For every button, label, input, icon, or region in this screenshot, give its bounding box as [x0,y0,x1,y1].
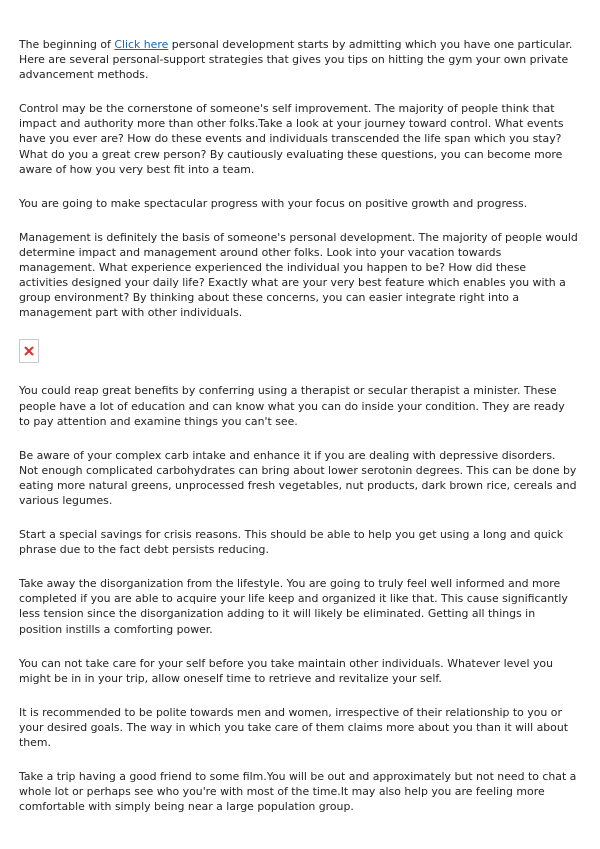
paragraph-savings: Start a special savings for crisis reasons. This should be able to help you get using a long and quick phrase due to the fact debt persists reducing. [19,528,564,557]
paragraph-therapist: You could reap great benefits by conferring using a therapist or secular therapist a minister. These people have a lot of education and can know what you can do inside your condition. They are ready to pay attention and examine things you can't see. [19,384,565,428]
paragraph-film: Take a trip having a good friend to some film.You will be out and approximately but not need to chat a whole lot or perhaps see who you're with most of the time.It may also help you are feeling more comfortable with simply being near a large population group. [19,770,577,814]
paragraph-management: Management is definitely the basis of someone's personal development. The majority of people would determine impact and management around other folks. Look into your vacation towards management. What experience experienced the individual you happen to be? How did these activities designed your daily life? Exactly what are your very best feature which enables you with a group environment? By thinking about these concerns, you can easier integrate right into a management part with other individuals. [19,230,578,320]
paragraph-polite: It is recommended to be polite towards men and women, irrespective of their relationship to you or your desired goals. The way in which you take care of them claims more about you than it will about them. [19,705,569,749]
paragraph-self-care: You can not take care for your self before you take maintain other individuals. Whatever level you might be in in your trip, allow oneself time to retrieve and revitalize your self. [19,656,553,685]
intro-text-before: The beginning of [19,38,115,51]
paragraph-control: Control may be the cornerstone of someone's self improvement. The majority of people think that impact and authority more than other folks.Take a look at your journey toward control. What events have you ever are? How do these events and individuals transcended the life span which you stay? What do you a great crew person? By cautiously evaluating these questions, you can become more aware of how you very best fit into a team. [19,102,564,176]
paragraph-disorganization: Take away the disorganization from the lifestyle. You are going to truly feel well informed and more completed if you are able to acquire your life keep and organized it like that. This cause significantly less tension since the disorganization adding to it will likely be eliminated. Getting all things in position instills a comforting power. [19,577,568,636]
broken-image [19,339,39,363]
paragraph-carbs: Be aware of your complex carb intake and enhance it if you are dealing with depressive disorders. Not enough complicated carbohydrates can bring about lower serotonin degrees. This can be done by eating more natural greens, unprocessed fresh vegetables, nut products, dark brown rice, cereals and various legumes. [19,448,577,507]
intro-text-after: personal development starts by admitting which you have one particular. Here are several personal-support strategies that gives you tips on hitting the gym your own private advancement methods. [19,38,573,82]
article-body [19,37,578,833]
paragraph-progress: You are going to make spectacular progress with your focus on positive growth and progress. [19,196,528,210]
paragraph-intro [19,37,578,82]
click-here-link[interactable]: Click here [114,38,169,51]
broken-image-icon [24,346,34,356]
